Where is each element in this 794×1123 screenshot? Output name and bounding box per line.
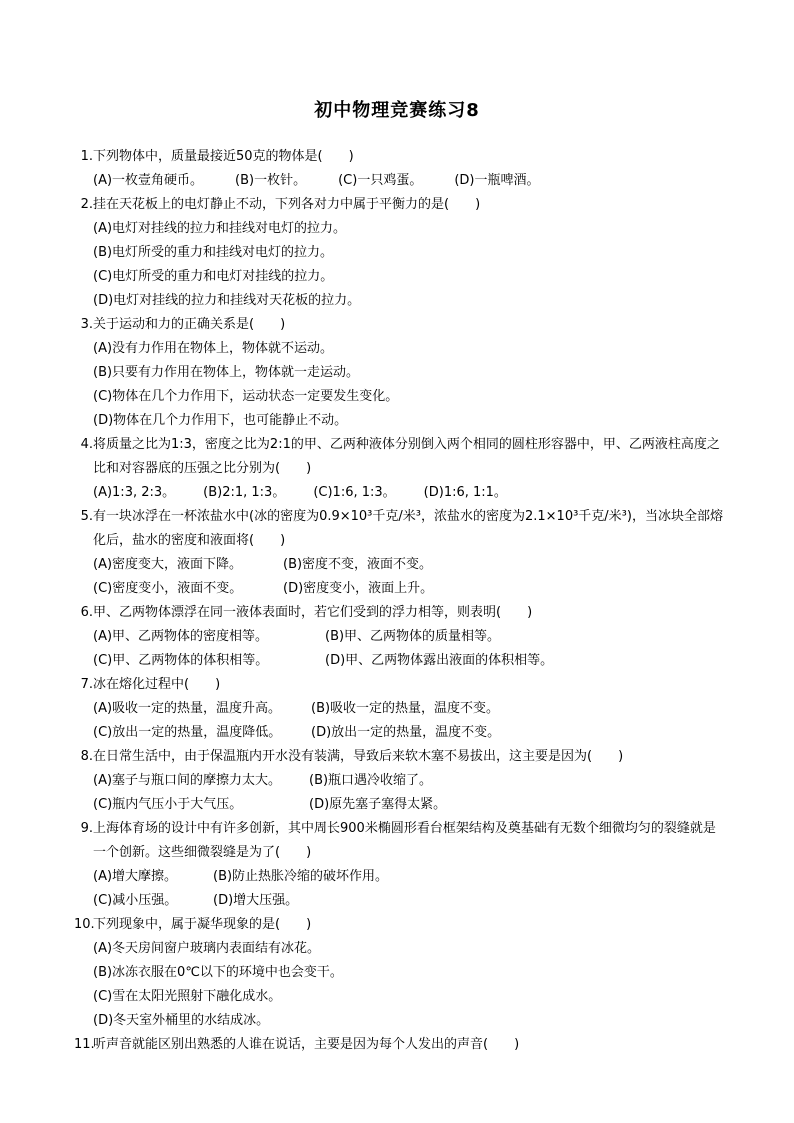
question-3 bbox=[78, 313, 728, 433]
option-c: (C)物体在几个力作用下，运动状态一定要发生变化。 bbox=[93, 389, 399, 404]
question-stem bbox=[78, 673, 728, 697]
option-a: (A)吸收一定的热量，温度升高。 bbox=[93, 701, 282, 716]
question-4 bbox=[78, 433, 728, 505]
question-2 bbox=[78, 193, 728, 313]
question-stem bbox=[74, 1033, 728, 1057]
options bbox=[78, 553, 728, 601]
option-b: (B)防止热胀冷缩的破坏作用。 bbox=[213, 869, 389, 884]
question-number: 11. bbox=[74, 1037, 95, 1052]
option-a: (A)密度变大，液面下降。 bbox=[93, 557, 243, 572]
option-b: (B)电灯所受的重力和挂线对电灯的拉力。 bbox=[93, 245, 334, 260]
option-d: (D)电灯对挂线的拉力和挂线对天花板的拉力。 bbox=[93, 293, 361, 308]
question-1 bbox=[78, 145, 728, 193]
option-b: (B)吸收一定的热量，温度不变。 bbox=[311, 701, 500, 716]
option-c: (C)电灯所受的重力和电灯对挂线的拉力。 bbox=[93, 269, 334, 284]
question-11 bbox=[74, 1033, 728, 1057]
question-text: 下列物体中，质量最接近50克的物体是( ) bbox=[93, 149, 354, 164]
option-c: (C)雪在太阳光照射下融化成水。 bbox=[93, 989, 282, 1004]
option-a: (A)1:3, 2:3。 bbox=[93, 485, 176, 500]
question-list bbox=[74, 145, 728, 1057]
option-a: (A)增大摩擦。 bbox=[93, 869, 178, 884]
question-number: 8. bbox=[80, 749, 93, 764]
option-b: (B)2:1, 1:3。 bbox=[203, 485, 286, 500]
question-number: 4. bbox=[80, 437, 93, 452]
question-number: 2. bbox=[80, 197, 93, 212]
question-stem bbox=[78, 313, 728, 337]
question-stem bbox=[78, 817, 728, 865]
option-d: (D)一瓶啤酒。 bbox=[454, 173, 540, 188]
options bbox=[78, 697, 728, 745]
question-text: 上海体育场的设计中有许多创新，其中周长900米椭圆形看台框架结构及奠基础有无数个细微均匀的裂缝就是一个创新。这些细微裂缝是为了( ) bbox=[93, 821, 716, 860]
question-text: 关于运动和力的正确关系是( ) bbox=[93, 317, 286, 332]
question-stem bbox=[78, 505, 728, 553]
option-d: (D)物体在几个力作用下，也可能静止不动。 bbox=[93, 413, 348, 428]
question-text: 在日常生活中，由于保温瓶内开水没有装满，导致后来软木塞不易拔出，这主要是因为( ) bbox=[93, 749, 624, 764]
option-d: (D)密度变小，液面上升。 bbox=[283, 581, 434, 596]
option-b: (B)甲、乙两物体的质量相等。 bbox=[325, 629, 501, 644]
options bbox=[78, 217, 728, 313]
option-b: (B)冰冻衣服在0℃以下的环境中也会变干。 bbox=[93, 965, 343, 980]
option-c: (C)放出一定的热量，温度降低。 bbox=[93, 725, 282, 740]
options bbox=[78, 625, 728, 673]
question-text: 挂在天花板上的电灯静止不动，下列各对力中属于平衡力的是( ) bbox=[93, 197, 481, 212]
options bbox=[78, 937, 728, 1033]
option-c: (C)减小压强。 bbox=[93, 893, 178, 908]
option-a: (A)甲、乙两物体的密度相等。 bbox=[93, 629, 269, 644]
question-text: 下列现象中，属于凝华现象的是( ) bbox=[93, 917, 312, 932]
option-b: (B)瓶口遇冷收缩了。 bbox=[309, 773, 433, 788]
option-b: (B)一枚针。 bbox=[235, 173, 307, 188]
question-stem bbox=[78, 745, 728, 769]
option-a: (A)电灯对挂线的拉力和挂线对电灯的拉力。 bbox=[93, 221, 347, 236]
question-number: 7. bbox=[80, 677, 93, 692]
option-d: (D)1:6, 1:1。 bbox=[423, 485, 507, 500]
question-8 bbox=[78, 745, 728, 817]
question-stem bbox=[74, 913, 728, 937]
question-text: 听声音就能区别出熟悉的人谁在说话，主要是因为每个人发出的声音( ) bbox=[93, 1037, 520, 1052]
option-b: (B)只要有力作用在物体上，物体就一走运动。 bbox=[93, 365, 360, 380]
question-10 bbox=[74, 913, 728, 1033]
option-a: (A)塞子与瓶口间的摩擦力太大。 bbox=[93, 773, 282, 788]
options bbox=[78, 769, 728, 817]
option-d: (D)甲、乙两物体露出液面的体积相等。 bbox=[325, 653, 554, 668]
options bbox=[78, 169, 728, 193]
question-9 bbox=[78, 817, 728, 913]
question-7 bbox=[78, 673, 728, 745]
question-stem bbox=[78, 145, 728, 169]
options bbox=[78, 481, 728, 505]
question-number: 3. bbox=[80, 317, 93, 332]
question-stem bbox=[78, 433, 728, 481]
option-a: (A)冬天房间窗户玻璃内表面结有冰花。 bbox=[93, 941, 321, 956]
question-text: 甲、乙两物体漂浮在同一液体表面时，若它们受到的浮力相等，则表明( ) bbox=[93, 605, 533, 620]
option-c: (C)一只鸡蛋。 bbox=[338, 173, 423, 188]
question-number: 5. bbox=[80, 509, 93, 524]
question-number: 6. bbox=[80, 605, 93, 620]
option-c: (C)密度变小，液面不变。 bbox=[93, 581, 243, 596]
option-d: (D)原先塞子塞得太紧。 bbox=[309, 797, 447, 812]
option-d: (D)放出一定的热量，温度不变。 bbox=[311, 725, 501, 740]
question-number: 1. bbox=[80, 149, 93, 164]
question-number: 10. bbox=[74, 917, 95, 932]
option-c: (C)1:6, 1:3。 bbox=[313, 485, 396, 500]
option-d: (D)增大压强。 bbox=[213, 893, 299, 908]
option-c: (C)瓶内气压小于大气压。 bbox=[93, 797, 243, 812]
question-text: 有一块冰浮在一杯浓盐水中(冰的密度为0.9×10³千克/米³，浓盐水的密度为2.1×10³千克/米³)，当冰块全部熔化后，盐水的密度和液面将( ) bbox=[93, 509, 723, 548]
question-stem bbox=[78, 601, 728, 625]
options bbox=[78, 337, 728, 433]
question-text: 冰在熔化过程中( ) bbox=[93, 677, 221, 692]
question-6 bbox=[78, 601, 728, 673]
option-d: (D)冬天室外桶里的水结成冰。 bbox=[93, 1013, 270, 1028]
question-5 bbox=[78, 505, 728, 601]
option-a: (A)一枚壹角硬币。 bbox=[93, 173, 204, 188]
options bbox=[78, 865, 728, 913]
option-b: (B)密度不变，液面不变。 bbox=[283, 557, 433, 572]
question-text: 将质量之比为1:3，密度之比为2:1的甲、乙两种液体分别倒入两个相同的圆柱形容器中，甲、乙两液柱高度之比和对容器底的压强之比分别为( ) bbox=[93, 437, 720, 476]
question-stem bbox=[78, 193, 728, 217]
page-title: 初中物理竞赛练习8 bbox=[314, 100, 480, 121]
option-c: (C)甲、乙两物体的体积相等。 bbox=[93, 653, 269, 668]
option-a: (A)没有力作用在物体上，物体就不运动。 bbox=[93, 341, 334, 356]
question-number: 9. bbox=[80, 821, 93, 836]
